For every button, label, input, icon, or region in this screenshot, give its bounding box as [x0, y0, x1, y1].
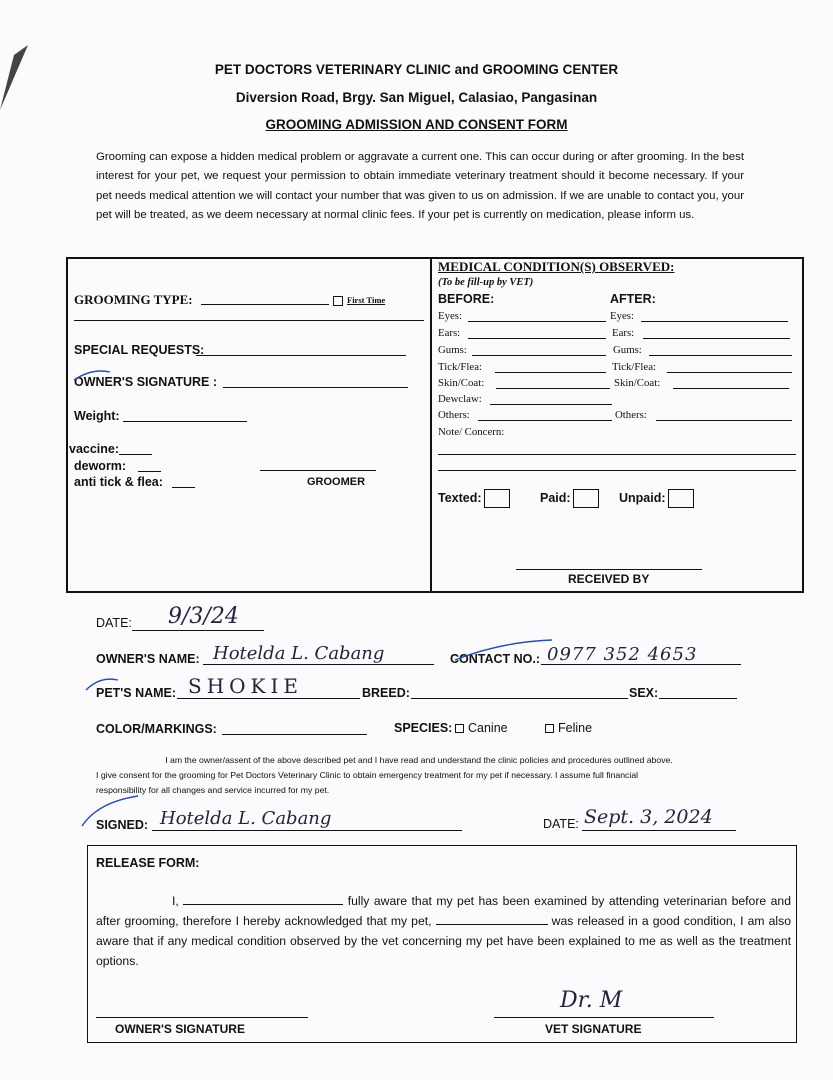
after-heading: AFTER:	[610, 292, 656, 306]
unpaid-label: Unpaid:	[619, 490, 666, 505]
owner-name-value: Hotelda L. Cabang	[213, 643, 385, 664]
release-text-a: I,	[172, 894, 184, 908]
owner-name-label: OWNER'S NAME:	[96, 652, 200, 666]
after-eyes-label: Eyes:	[610, 310, 634, 322]
color-markings-label: COLOR/MARKINGS:	[96, 722, 217, 736]
after-ears-label: Ears:	[612, 327, 635, 339]
release-text-b: fully aware that my pet has been examined by attending veterinarian before and after grooming, therefore I hereby acknowledged that my pet,	[96, 894, 791, 928]
special-requests-label: SPECIAL REQUESTS:	[74, 343, 205, 357]
release-vet-signature-label: VET SIGNATURE	[545, 1022, 642, 1036]
after-gums-label: Gums:	[613, 344, 642, 356]
consent-date-label: DATE:	[543, 817, 579, 831]
breed-label: BREED:	[362, 686, 410, 700]
pet-name-label: PET'S NAME:	[96, 686, 177, 700]
groomer-label: GROOMER	[307, 476, 366, 488]
before-skin-label: Skin/Coat:	[438, 377, 485, 389]
contact-label: CONTACT NO.:	[450, 652, 541, 666]
after-skin-label: Skin/Coat:	[614, 377, 661, 389]
anti-tick-label: anti tick & flea:	[74, 475, 163, 489]
release-text-c: was released in a good condition, I am also aware that if any medical condition observed by the vet concerning my pet have been explained to me as well as the treatment options.	[96, 914, 791, 968]
texted-label: Texted:	[438, 490, 482, 505]
consent-line-2: I give consent for the grooming for Pet Doctors Veterinary Clinic to obtain emergency treatment for my pet if necessary. I assume full financial	[96, 770, 639, 780]
vaccine-label: vaccine:	[69, 442, 120, 456]
after-others-label: Others:	[615, 409, 647, 421]
release-title: RELEASE FORM:	[96, 856, 200, 870]
consent-line-3: responsibility for all changes and service incurred for my pet.	[96, 785, 330, 795]
consent-line-1: I am the owner/assent of the above described pet and I have read and understand the clinic policies and procedures outlined above.	[165, 755, 673, 765]
species-label: SPECIES:	[394, 721, 453, 735]
before-dewclaw-label: Dewclaw:	[438, 393, 482, 405]
before-eyes-label: Eyes:	[438, 310, 462, 322]
before-others-label: Others:	[438, 409, 470, 421]
vet-handwriting: Dr. M	[560, 988, 623, 1013]
consent-date-value: Sept. 3, 2024	[584, 806, 713, 828]
sex-label: SEX:	[629, 686, 659, 700]
canine-label: Canine	[468, 721, 508, 735]
contact-value: 0977 352 4653	[547, 644, 698, 665]
medical-subtitle: (To be fill-up by VET)	[438, 277, 534, 288]
pet-name-check-mark	[86, 679, 118, 690]
date-label: DATE:	[96, 616, 132, 630]
medical-title: MEDICAL CONDITION(S) OBSERVED:	[438, 259, 675, 274]
before-tick-label: Tick/Flea:	[438, 361, 482, 373]
weight-label: Weight:	[74, 409, 120, 423]
release-owner-signature-label: OWNER'S SIGNATURE	[115, 1022, 245, 1036]
clinic-name: PET DOCTORS VETERINARY CLINIC and GROOMING CENTER	[214, 62, 619, 77]
before-heading: BEFORE:	[438, 292, 495, 306]
contact-check-mark	[455, 640, 552, 660]
owner-signature-label: OWNER'S SIGNATURE :	[74, 375, 218, 389]
feline-label: Feline	[558, 721, 593, 735]
owner-sig-check-mark	[74, 371, 110, 380]
before-gums-label: Gums:	[438, 344, 467, 356]
signed-label: SIGNED:	[96, 818, 149, 832]
grooming-type-label: GROOMING TYPE:	[74, 292, 193, 307]
received-by-label: RECEIVED BY	[568, 572, 650, 586]
corner-fold-mark	[0, 45, 28, 110]
signed-check-mark	[82, 796, 138, 826]
signed-value: Hotelda L. Cabang	[160, 808, 332, 829]
after-tick-label: Tick/Flea:	[612, 361, 656, 373]
date-value: 9/3/24	[168, 604, 239, 629]
before-ears-label: Ears:	[438, 327, 461, 339]
clinic-address: Diversion Road, Brgy. San Miguel, Calasiao, Pangasinan	[235, 90, 598, 105]
note-concern-label: Note/ Concern:	[438, 426, 505, 438]
intro-paragraph: Grooming can expose a hidden medical problem or aggravate a current one. This can occur during or after grooming. In the best interest for your pet, we request your permission to obtain immediate veterinary treatment should it become necessary. If your pet needs medical attention we will contact your number that was given to us on admission. If we are unable to contact you, your pet will be treated, as we deem necessary at normal clinic fees. If your pet is currently on medication, please inform us.	[96, 151, 744, 222]
first-time-label: First Time	[347, 295, 386, 305]
deworm-label: deworm:	[74, 459, 127, 473]
form-title: GROOMING ADMISSION AND CONSENT FORM	[265, 117, 568, 132]
pet-name-value: SHOKIE	[188, 674, 303, 698]
paid-label: Paid:	[540, 490, 571, 505]
